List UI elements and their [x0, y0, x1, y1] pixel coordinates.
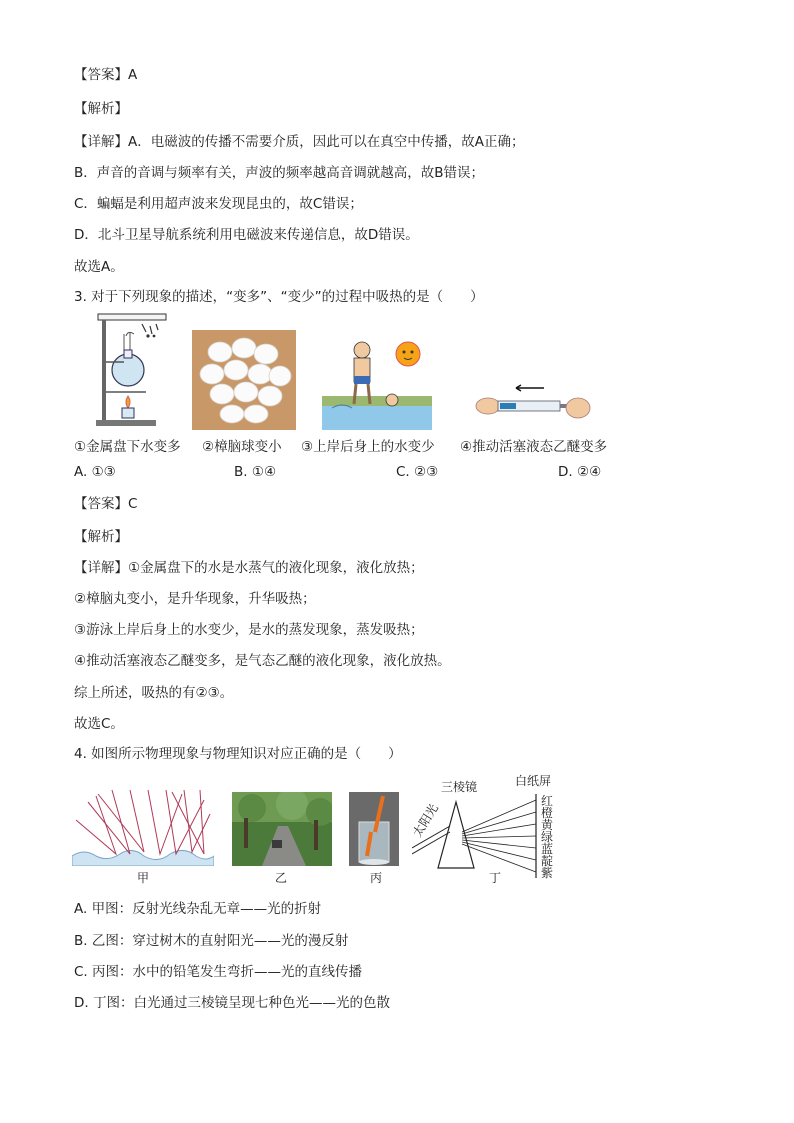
color-blue: 蓝: [541, 842, 554, 856]
q2-answer: 【答案】A: [74, 67, 138, 83]
q3-caption-2: ②樟脑球变小: [202, 439, 282, 455]
diffuse-reflection-figure: [72, 790, 214, 866]
color-indigo: 靛: [541, 854, 554, 868]
color-yellow: 黄: [541, 818, 554, 832]
trees-sunlight-figure: [232, 792, 332, 866]
q2-choose: 故选A。: [74, 259, 124, 275]
q4-option-a: A. 甲图：反射光线杂乱无章——光的折射: [74, 901, 322, 917]
figure-label-ding: 丁: [489, 871, 502, 885]
q4-option-b: B. 乙图：穿过树木的直射阳光——光的漫反射: [74, 933, 349, 949]
q4-option-c: C. 丙图：水中的铅笔发生弯折——光的直线传播: [74, 964, 363, 980]
q2-option-b-explain: B．声音的音调与频率有关，声波的频率越高音调就越高，故B错误；: [74, 165, 485, 181]
prism-label: 三棱镜: [441, 780, 478, 794]
figure-label-jia: 甲: [137, 871, 150, 885]
q3-detail-2: ②樟脑丸变小，是升华现象，升华吸热；: [74, 591, 316, 607]
figure-label-bing: 丙: [370, 871, 383, 885]
q3-detail-1: 【详解】①金属盘下的水是水蒸气的液化现象，液化放热；: [74, 560, 424, 576]
q2-option-d-explain: D．北斗卫星导航系统利用电磁波来传递信息，故D错误。: [74, 227, 419, 243]
q3-answer: 【答案】C: [74, 496, 138, 512]
q3-detail-4: ④推动活塞液态乙醚变多，是气态乙醚的液化现象，液化放热。: [74, 653, 451, 669]
q3-caption-1: ①金属盘下水变多: [74, 439, 181, 455]
q2-analysis: 【解析】: [74, 101, 128, 117]
q3-summary: 综上所述，吸热的有②③。: [74, 685, 234, 701]
q3-analysis: 【解析】: [74, 529, 128, 545]
color-violet: 紫: [541, 866, 554, 880]
sunlight-label: 太阳光: [410, 801, 441, 840]
q3-option-d: D. ②④: [558, 464, 602, 480]
q4-option-d: D. 丁图：白光通过三棱镜呈现七种色光——光的色散: [74, 995, 390, 1011]
q3-option-b: B. ①④: [234, 464, 277, 480]
q3-stem: 3. 对于下列现象的描述，“变多”、“变少”的过程中吸热的是（ ）: [74, 289, 484, 305]
screen-label: 白纸屏: [515, 774, 552, 788]
swimmer-image: [322, 336, 432, 430]
syringe-image: [474, 380, 592, 422]
camphor-balls-image: [192, 330, 296, 430]
q2-option-c-explain: C．蝙蝠是利用超声波来发现昆虫的，故C错误；: [74, 196, 363, 212]
metal-plate-flask-image: [90, 312, 170, 430]
q4-stem: 4. 如图所示物理现象与物理知识对应正确的是（ ）: [74, 746, 402, 762]
color-green: 绿: [541, 830, 554, 844]
q3-caption-4: ④推动活塞液态乙醚变多: [460, 439, 608, 455]
q2-detail: 【详解】A．电磁波的传播不需要介质，因此可以在真空中传播，故A正确；: [74, 134, 525, 150]
pencil-in-water-figure: [349, 792, 399, 866]
q3-caption-3: ③上岸后身上的水变少: [301, 439, 435, 455]
q3-option-c: C. ②③: [396, 464, 439, 480]
figure-label-yi: 乙: [275, 871, 288, 885]
q3-option-a: A. ①③: [74, 464, 116, 480]
color-orange: 橙: [541, 806, 554, 820]
q3-choose: 故选C。: [74, 716, 124, 732]
color-red: 红: [541, 794, 554, 808]
q3-detail-3: ③游泳上岸后身上的水变少，是水的蒸发现象，蒸发吸热；: [74, 622, 424, 638]
